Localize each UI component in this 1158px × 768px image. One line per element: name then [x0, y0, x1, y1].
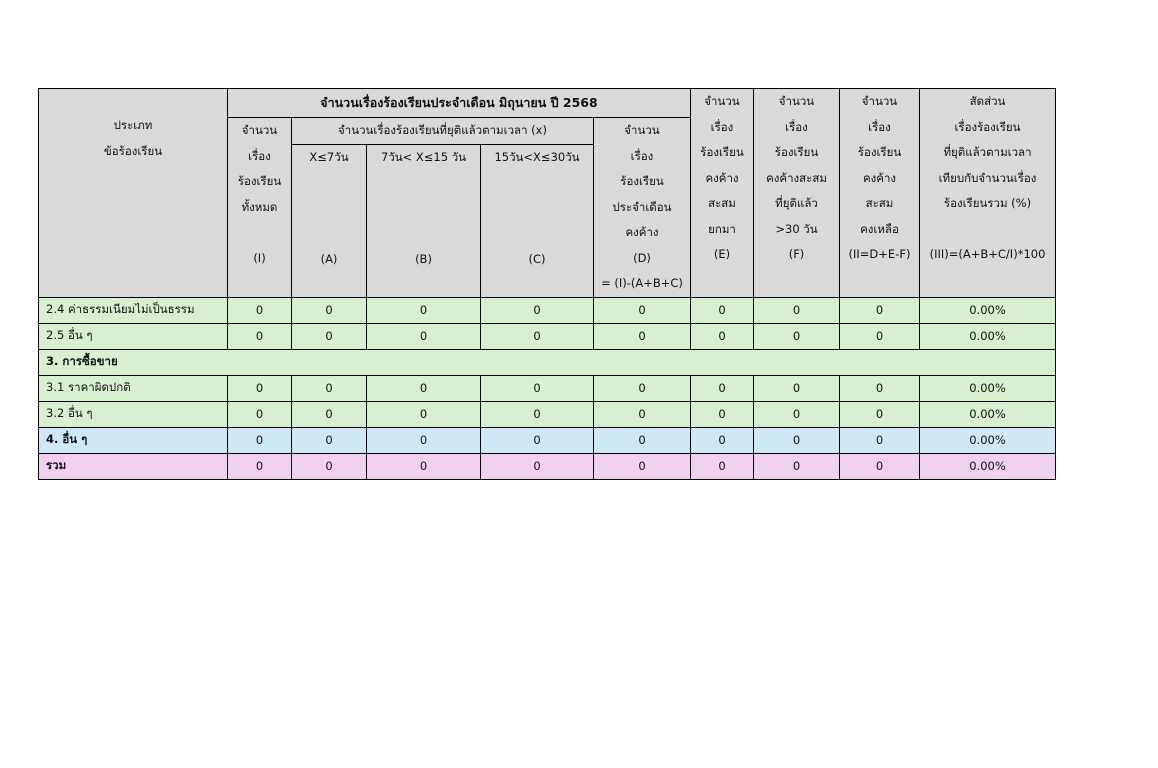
value-cell: 0	[594, 375, 691, 401]
col-c-label: 15วัน<X≤30วัน	[494, 150, 580, 165]
col-iii-header-line: ร้องเรียนรวม (%)	[943, 196, 1032, 210]
value-cell: 0	[228, 401, 292, 427]
col-d-header	[594, 118, 691, 298]
col-iii-header-line: เทียบกับจำนวนเรื่อง	[938, 170, 1037, 185]
table-row	[39, 297, 1056, 323]
col-f-code: (F)	[788, 247, 805, 261]
col-b-label: 7วัน< X≤15 วัน	[380, 150, 467, 165]
table-row	[39, 375, 1056, 401]
row-label: 3.2 อื่น ๆ	[39, 401, 228, 427]
value-cell: 0	[228, 323, 292, 349]
total-header-line: เรื่อง	[248, 148, 271, 163]
percent-cell: 0.00%	[920, 323, 1056, 349]
value-cell: 0	[691, 297, 754, 323]
total-code: (I)	[253, 250, 266, 265]
value-cell: 0	[367, 375, 481, 401]
value-cell: 0	[754, 453, 840, 479]
col-ii-header-line: เรื่อง	[868, 119, 891, 134]
col-iii-header	[920, 89, 1056, 298]
value-cell: 0	[594, 297, 691, 323]
value-cell: 0	[481, 323, 594, 349]
col-d-formula: = (I)-(A+B+C)	[601, 276, 683, 290]
value-cell: 0	[228, 375, 292, 401]
col-c-header	[481, 145, 594, 297]
col-a-code: (A)	[320, 252, 338, 267]
value-cell: 0	[840, 323, 920, 349]
report-title-cell	[228, 89, 691, 118]
percent-cell: 0.00%	[920, 375, 1056, 401]
col-ii-header-line: คงค้าง	[862, 170, 897, 185]
col-d-header-line: ประจำเดือน	[612, 199, 672, 214]
value-cell: 0	[594, 401, 691, 427]
value-cell: 0	[292, 427, 367, 453]
row-label: 2.5 อื่น ๆ	[39, 323, 228, 349]
value-cell: 0	[754, 401, 840, 427]
category-header-cell	[39, 89, 228, 298]
value-cell: 0	[840, 297, 920, 323]
col-f-header-line: คงค้างสะสม	[766, 170, 827, 185]
col-ii-header-line: สะสม	[865, 196, 894, 210]
col-iii-header-line: สัดส่วน	[969, 94, 1006, 108]
value-cell: 0	[367, 323, 481, 349]
value-cell: 0	[481, 401, 594, 427]
value-cell: 0	[691, 401, 754, 427]
col-iii-header-line: ที่ยุติแล้วตามเวลา	[943, 145, 1032, 159]
row-label: รวม	[39, 453, 228, 479]
col-f-header-line: จำนวน	[778, 94, 815, 108]
section-label: 3. การซื้อขาย	[39, 349, 1056, 375]
row-label: 3.1 ราคาผิดปกติ	[39, 375, 228, 401]
value-cell: 0	[367, 297, 481, 323]
percent-cell: 0.00%	[920, 453, 1056, 479]
value-cell: 0	[840, 453, 920, 479]
value-cell: 0	[292, 401, 367, 427]
col-ii-header-line: จำนวน	[861, 94, 898, 108]
value-cell: 0	[367, 401, 481, 427]
value-cell: 0	[367, 453, 481, 479]
total-header-line: ร้องเรียน	[237, 174, 282, 188]
col-ii-header-line: คงเหลือ	[860, 221, 899, 236]
value-cell: 0	[754, 375, 840, 401]
col-d-header-line: ร้องเรียน	[620, 174, 664, 188]
col-b-code: (B)	[415, 252, 432, 267]
col-e-header	[691, 89, 754, 298]
value-cell: 0	[594, 453, 691, 479]
col-e-header-line: จำนวน	[704, 94, 740, 108]
col-e-header-line: ยกมา	[708, 221, 736, 236]
col-f-header-line: >30 วัน	[775, 221, 818, 236]
col-e-header-line: ร้องเรียน	[700, 145, 744, 159]
value-cell: 0	[481, 427, 594, 453]
value-cell: 0	[754, 323, 840, 349]
col-f-header-line: ที่ยุติแล้ว	[775, 196, 818, 210]
col-e-header-line: คงค้าง	[705, 170, 739, 185]
col-f-header	[754, 89, 840, 298]
value-cell: 0	[754, 427, 840, 453]
percent-cell: 0.00%	[920, 401, 1056, 427]
col-iii-header-line: เรื่องร้องเรียน	[954, 119, 1021, 134]
value-cell: 0	[594, 427, 691, 453]
percent-cell: 0.00%	[920, 427, 1056, 453]
col-f-header-line: เรื่อง	[785, 119, 808, 134]
value-cell: 0	[840, 375, 920, 401]
col-d-header-line: จำนวน	[624, 123, 660, 137]
value-cell: 0	[691, 375, 754, 401]
value-cell: 0	[481, 297, 594, 323]
table-row	[39, 323, 1056, 349]
value-cell: 0	[594, 323, 691, 349]
col-c-code: (C)	[528, 252, 546, 267]
col-d-header-line: คงค้าง	[625, 225, 659, 239]
value-cell: 0	[691, 323, 754, 349]
table-row	[39, 427, 1056, 453]
value-cell: 0	[228, 453, 292, 479]
complaint-report-table	[38, 88, 1056, 480]
value-cell: 0	[367, 427, 481, 453]
col-iii-code: (III)=(A+B+C/I)*100	[929, 247, 1046, 261]
col-a-header	[292, 145, 367, 297]
row-label: 4. อื่น ๆ	[39, 427, 228, 453]
category-header-line: ประเภท	[113, 118, 153, 132]
resolved-group-label: จำนวนเรื่องร้องเรียนที่ยุติแล้วตามเวลา (x)	[338, 123, 547, 138]
col-e-code: (E)	[713, 247, 731, 261]
value-cell: 0	[840, 401, 920, 427]
col-a-label: X≤7วัน	[309, 150, 349, 165]
section-row	[39, 349, 1056, 375]
percent-cell: 0.00%	[920, 297, 1056, 323]
value-cell: 0	[481, 375, 594, 401]
value-cell: 0	[481, 453, 594, 479]
total-header-line: ทั้งหมด	[241, 199, 278, 214]
col-e-header-line: สะสม	[708, 196, 736, 210]
col-f-header-line: ร้องเรียน	[774, 145, 819, 159]
value-cell: 0	[292, 297, 367, 323]
col-ii-code: (II=D+E-F)	[848, 247, 911, 261]
table-row	[39, 401, 1056, 427]
value-cell: 0	[292, 453, 367, 479]
value-cell: 0	[691, 453, 754, 479]
report-title: จำนวนเรื่องร้องเรียนประจำเดือน มิถุนายน ปี 2568	[320, 95, 598, 111]
value-cell: 0	[691, 427, 754, 453]
value-cell: 0	[292, 375, 367, 401]
total-header	[228, 118, 292, 298]
total-header-line: จำนวน	[241, 123, 278, 137]
col-d-code: (D)	[633, 250, 651, 265]
row-label: 2.4 ค่าธรรมเนียมไม่เป็นธรรม	[39, 297, 228, 323]
value-cell: 0	[292, 323, 367, 349]
resolved-group-header	[292, 118, 594, 145]
value-cell: 0	[228, 297, 292, 323]
value-cell: 0	[228, 427, 292, 453]
category-header-line: ข้อร้องเรียน	[103, 143, 163, 158]
col-ii-header-line: ร้องเรียน	[857, 145, 902, 159]
total-row	[39, 453, 1056, 479]
value-cell: 0	[840, 427, 920, 453]
col-ii-header	[840, 89, 920, 298]
value-cell: 0	[754, 297, 840, 323]
col-b-header	[367, 145, 481, 297]
col-e-header-line: เรื่อง	[710, 119, 734, 134]
col-d-header-line: เรื่อง	[630, 148, 654, 163]
